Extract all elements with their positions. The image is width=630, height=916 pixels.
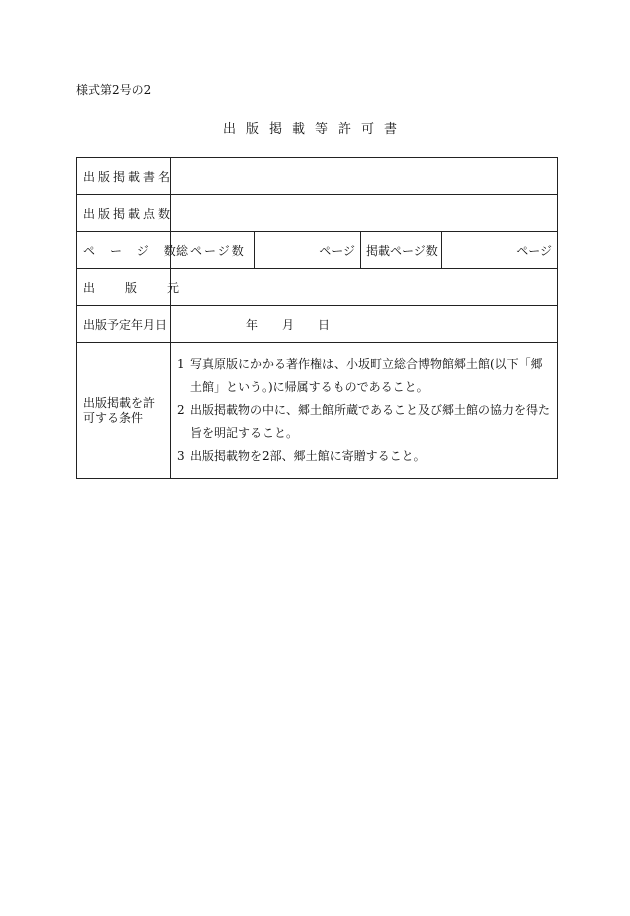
conditions-cell bbox=[171, 343, 558, 479]
table-row-pages bbox=[77, 232, 558, 269]
publisher-field[interactable] bbox=[171, 269, 558, 306]
conditions-list bbox=[171, 345, 557, 476]
condition-item bbox=[177, 399, 551, 445]
condition-item bbox=[177, 353, 551, 399]
publisher-label: 出版元 bbox=[77, 269, 171, 306]
total-pages-unit: ページ bbox=[319, 243, 355, 258]
permit-table bbox=[76, 157, 558, 479]
condition-text: 出版掲載物の中に、郷土館所蔵であること及び郷土館の協力を得た旨を明記すること。 bbox=[190, 403, 551, 440]
condition-number: 3 bbox=[177, 449, 185, 463]
date-label: 出版予定年月日 bbox=[77, 306, 171, 343]
condition-number: 1 bbox=[177, 357, 185, 371]
condition-number: 2 bbox=[177, 403, 185, 417]
condition-text: 出版掲載物を2部、郷土館に寄贈すること。 bbox=[190, 449, 426, 463]
document-title: 出版掲載等許可書 bbox=[222, 122, 407, 137]
pages-label: ページ数 bbox=[77, 232, 171, 269]
date-month-label: 月 bbox=[282, 317, 295, 332]
table-row-publisher bbox=[77, 269, 558, 306]
book-title-label: 出版掲載書名 bbox=[77, 158, 171, 195]
table-row-item-count bbox=[77, 195, 558, 232]
published-pages-label: 掲載ページ数 bbox=[361, 232, 442, 269]
total-pages-field[interactable] bbox=[255, 232, 361, 269]
table-row-date bbox=[77, 306, 558, 343]
item-count-label: 出版掲載点数 bbox=[77, 195, 171, 232]
total-pages-label: 総ページ数 bbox=[171, 232, 255, 269]
condition-text: 写真原版にかかる著作権は、小坂町立総合博物館郷土館(以下「郷土館」という。)に帰属するものであること。 bbox=[190, 357, 543, 394]
condition-item bbox=[177, 445, 551, 468]
table-row-conditions bbox=[77, 343, 558, 479]
date-field[interactable] bbox=[171, 306, 558, 343]
item-count-field[interactable] bbox=[171, 195, 558, 232]
conditions-label: 出版掲載を許可する条件 bbox=[77, 343, 171, 479]
published-pages-unit: ページ bbox=[516, 243, 552, 258]
book-title-field[interactable] bbox=[171, 158, 558, 195]
date-day-label: 日 bbox=[318, 317, 331, 332]
date-year-label: 年 bbox=[246, 317, 259, 332]
table-row-book-title bbox=[77, 158, 558, 195]
form-number: 様式第2号の2 bbox=[76, 83, 152, 97]
published-pages-field[interactable] bbox=[442, 232, 558, 269]
